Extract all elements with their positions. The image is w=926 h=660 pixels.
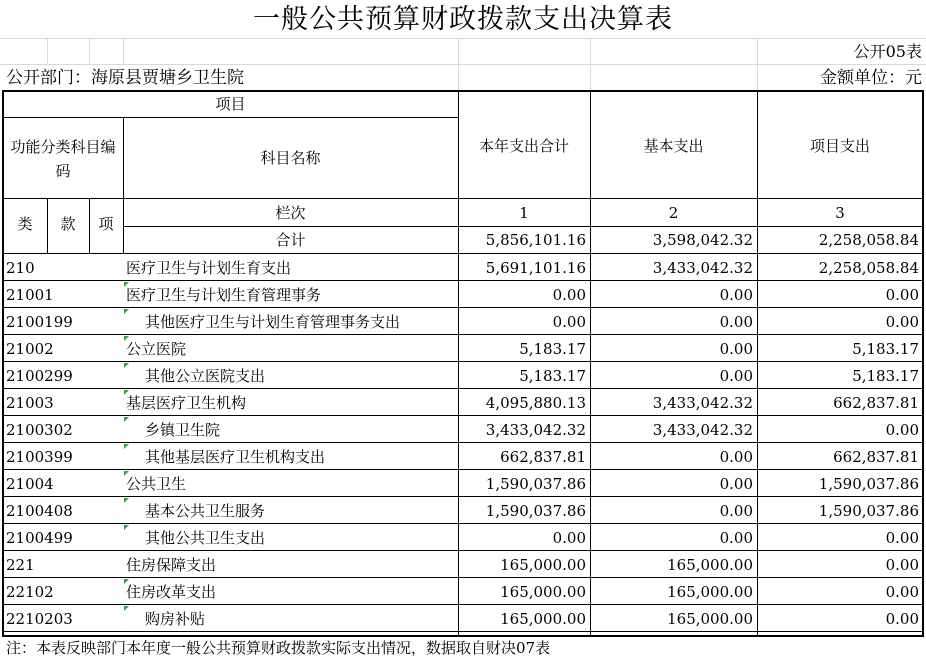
- row-total: 165,000.00: [500, 610, 586, 628]
- row-basic: 0.00: [719, 367, 753, 385]
- row-total: 3,433,042.32: [485, 421, 586, 439]
- row-project: 1,590,037.86: [818, 475, 919, 493]
- header-col-total: 本年支出合计: [478, 137, 569, 155]
- row-code: 221: [6, 556, 35, 574]
- row-project: 0.00: [885, 313, 919, 331]
- row-basic: 0.00: [719, 448, 753, 466]
- row-name: 公立医院: [126, 340, 187, 358]
- cell-marker-icon: [124, 579, 129, 584]
- row-total: 662,837.81: [500, 448, 586, 466]
- row-code: 2100499: [6, 529, 73, 547]
- cell-marker-icon: [124, 417, 129, 422]
- row-total: 0.00: [552, 286, 586, 304]
- cell-marker-icon: [124, 282, 129, 287]
- row-project: 0.00: [885, 610, 919, 628]
- header-line: [123, 117, 458, 118]
- row-name: 基本公共卫生服务: [145, 502, 266, 520]
- header-col-project: 项目支出: [809, 137, 870, 155]
- header-col-basic: 基本支出: [643, 137, 704, 155]
- row-total: 165,000.00: [500, 583, 586, 601]
- row-code: 21002: [6, 340, 54, 358]
- row-total: 165,000.00: [500, 556, 586, 574]
- cell-marker-icon: [124, 390, 129, 395]
- header-subject-name: 科目名称: [260, 149, 321, 167]
- row-name: 住房改革支出: [126, 583, 217, 601]
- row-code: 22102: [6, 583, 54, 601]
- row-basic: 0.00: [719, 340, 753, 358]
- grid-line: [0, 38, 926, 39]
- header-xiang: 项: [98, 215, 114, 233]
- row-line: [3, 631, 923, 632]
- row-total: 4,095,880.13: [485, 394, 586, 412]
- total-basic: 3,598,042.32: [652, 231, 753, 249]
- row-project: 0.00: [885, 556, 919, 574]
- unit-label: 金额单位：元: [820, 68, 922, 88]
- row-name: 住房保障支出: [126, 556, 217, 574]
- total-sum: 5,856,101.16: [485, 231, 586, 249]
- cell-marker-icon: [124, 525, 129, 530]
- row-code: 210: [6, 259, 35, 277]
- footnote: 注：本表反映部门本年度一般公共预算财政拨款实际支出情况，数据取自财决07表: [6, 639, 551, 657]
- cell-marker-icon: [124, 336, 129, 341]
- grid-line: [590, 38, 591, 90]
- row-total: 5,183.17: [519, 367, 586, 385]
- cell-marker-icon: [124, 444, 129, 449]
- row-project: 662,837.81: [833, 448, 919, 466]
- grid-line: [123, 38, 124, 64]
- header-kuan: 款: [60, 215, 76, 233]
- header-n3: 3: [835, 204, 845, 222]
- cell-marker-icon: [124, 363, 129, 368]
- cell-marker-icon: [124, 471, 129, 476]
- row-name: 其他基层医疗卫生机构支出: [145, 448, 326, 466]
- row-total: 0.00: [552, 529, 586, 547]
- row-name: 公共卫生: [126, 475, 187, 493]
- row-total: 1,590,037.86: [485, 475, 586, 493]
- page-title: 一般公共预算财政拨款支出决算表: [253, 4, 673, 35]
- row-total: 5,183.17: [519, 340, 586, 358]
- row-basic: 3,433,042.32: [652, 421, 753, 439]
- row-basic: 3,433,042.32: [652, 394, 753, 412]
- row-basic: 0.00: [719, 529, 753, 547]
- header-column-no: 栏次: [275, 204, 306, 222]
- row-code: 2210203: [6, 610, 73, 628]
- row-project: 662,837.81: [833, 394, 919, 412]
- row-project: 0.00: [885, 529, 919, 547]
- row-basic: 0.00: [719, 475, 753, 493]
- row-basic: 3,433,042.32: [652, 259, 753, 277]
- row-name: 乡镇卫生院: [145, 421, 221, 439]
- row-total: 1,590,037.86: [485, 502, 586, 520]
- row-name: 其他公共卫生支出: [145, 529, 266, 547]
- row-name: 其他医疗卫生与计划生育管理事务支出: [145, 313, 401, 331]
- row-project: 0.00: [885, 421, 919, 439]
- cell-marker-icon: [124, 606, 129, 611]
- row-project: 0.00: [885, 286, 919, 304]
- row-total: 5,691,101.16: [485, 259, 586, 277]
- row-total: 0.00: [552, 313, 586, 331]
- row-basic: 165,000.00: [667, 556, 753, 574]
- row-code: 2100299: [6, 367, 73, 385]
- grid-line: [0, 64, 926, 65]
- header-n1: 1: [519, 204, 529, 222]
- header-func-code: 功能分类科目编码: [10, 138, 116, 180]
- row-basic: 0.00: [719, 286, 753, 304]
- row-code: 21004: [6, 475, 54, 493]
- row-basic: 165,000.00: [667, 583, 753, 601]
- cell-marker-icon: [124, 309, 129, 314]
- grid-line: [47, 38, 48, 64]
- row-project: 0.00: [885, 583, 919, 601]
- row-project: 5,183.17: [852, 340, 919, 358]
- header-n2: 2: [668, 204, 679, 222]
- grid-line: [458, 38, 459, 90]
- row-project: 2,258,058.84: [818, 259, 919, 277]
- header-line: [3, 198, 923, 199]
- grid-line: [89, 38, 90, 64]
- header-item: 项目: [215, 95, 246, 113]
- form-code: 公开05表: [853, 42, 922, 61]
- row-name: 医疗卫生与计划生育管理事务: [126, 286, 322, 304]
- row-name: 购房补贴: [145, 610, 206, 628]
- row-code: 2100399: [6, 448, 73, 466]
- total-project: 2,258,058.84: [818, 231, 919, 249]
- row-project: 5,183.17: [852, 367, 919, 385]
- header-lei: 类: [17, 215, 33, 233]
- row-code: 21001: [6, 286, 54, 304]
- row-basic: 165,000.00: [667, 610, 753, 628]
- row-code: 2100408: [6, 502, 73, 520]
- row-basic: 0.00: [719, 313, 753, 331]
- row-name: 医疗卫生与计划生育支出: [126, 259, 292, 277]
- row-project: 1,590,037.86: [818, 502, 919, 520]
- row-code: 2100302: [6, 421, 73, 439]
- department-label: 公开部门：海原县贾塘乡卫生院: [6, 68, 244, 88]
- row-code: 2100199: [6, 313, 73, 331]
- row-code: 21003: [6, 394, 54, 412]
- row-name: 基层医疗卫生机构: [126, 394, 247, 412]
- row-name: 其他公立医院支出: [145, 367, 266, 385]
- cell-marker-icon: [124, 498, 129, 503]
- total-label: 合计: [275, 231, 306, 249]
- header-line: [3, 117, 123, 118]
- row-basic: 0.00: [719, 502, 753, 520]
